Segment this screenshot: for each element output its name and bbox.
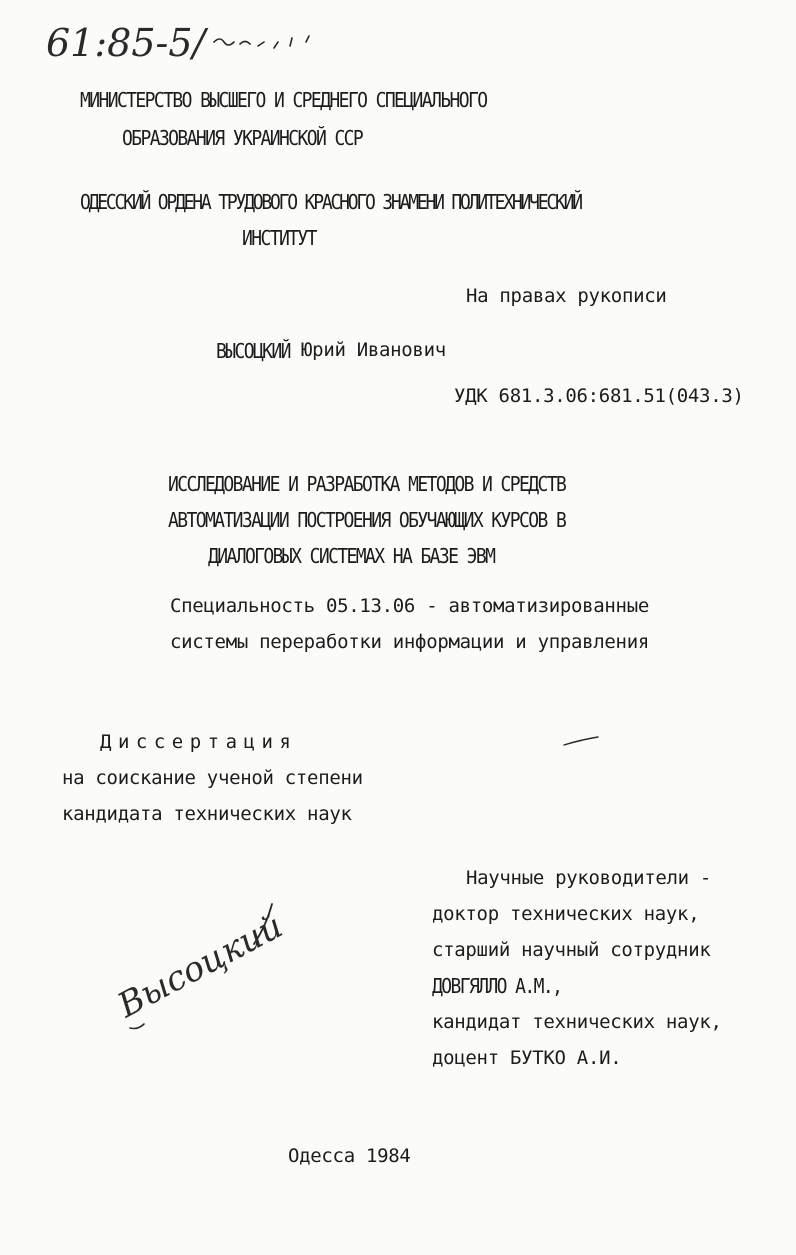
degree-line-1: на соискание ученой степени — [62, 767, 363, 789]
title-line-3: ДИАЛОГОВЫХ СИСТЕМАХ НА БАЗЕ ЭВМ — [208, 545, 495, 569]
advisor-line-2: старший научный сотрудник — [432, 939, 711, 961]
advisor-line-4: кандидат технических наук, — [432, 1011, 722, 1033]
advisor-line-3: ДОВГЯЛЛО А.М., — [432, 975, 562, 999]
institute-line-2: ИНСТИТУТ — [242, 227, 316, 251]
handwritten-stamp — [112, 890, 312, 1040]
specialty-line-1: Специальность 05.13.06 - автоматизированные — [170, 595, 649, 617]
dissertation-label: Диссертация — [100, 731, 298, 753]
ministry-line-1: МИНИСТЕРСТВО ВЫСШЕГО И СРЕДНЕГО СПЕЦИАЛЬНОГО — [80, 89, 487, 113]
ministry-line-2: ОБРАЗОВАНИЯ УКРАИНСКОЙ ССР — [122, 127, 363, 151]
advisor-line-5 — [432, 1046, 621, 1070]
title-line-1: ИССЛЕДОВАНИЕ И РАЗРАБОТКА МЕТОДОВ И СРЕДСТВ — [168, 473, 566, 497]
pen-dash-mark — [562, 734, 602, 748]
handwritten-stamp-text: Высоцкий — [111, 906, 290, 1026]
author-surname: ВЫСОЦКИЙ — [216, 340, 290, 364]
advisor-line-1: доктор технических наук, — [432, 903, 700, 925]
title-line-2: АВТОМАТИЗАЦИИ ПОСТРОЕНИЯ ОБУЧАЮЩИХ КУРСОВ В — [168, 509, 566, 533]
city-year: Одесса 1984 — [288, 1145, 411, 1167]
advisor-line-5-text: доцент БУТКО А.И. — [432, 1047, 622, 1069]
archive-mark — [44, 12, 344, 72]
author-given-names: Юрий Иванович — [301, 339, 446, 361]
specialty-line-2: системы переработки информации и управления — [170, 631, 649, 653]
manuscript-rights: На правах рукописи — [466, 285, 667, 307]
advisors-heading: Научные руководители - — [466, 867, 712, 889]
udc-code: УДК 681.3.06:681.51(043.3) — [454, 385, 744, 407]
degree-line-2: кандидата технических наук — [62, 803, 352, 825]
author-name — [216, 338, 446, 363]
archive-mark-text: 61:85-5/ — [46, 21, 206, 65]
institute-line-1: ОДЕССКИЙ ОРДЕНА ТРУДОВОГО КРАСНОГО ЗНАМЕНИ ПОЛИТЕХНИЧЕСКИЙ — [80, 191, 581, 215]
